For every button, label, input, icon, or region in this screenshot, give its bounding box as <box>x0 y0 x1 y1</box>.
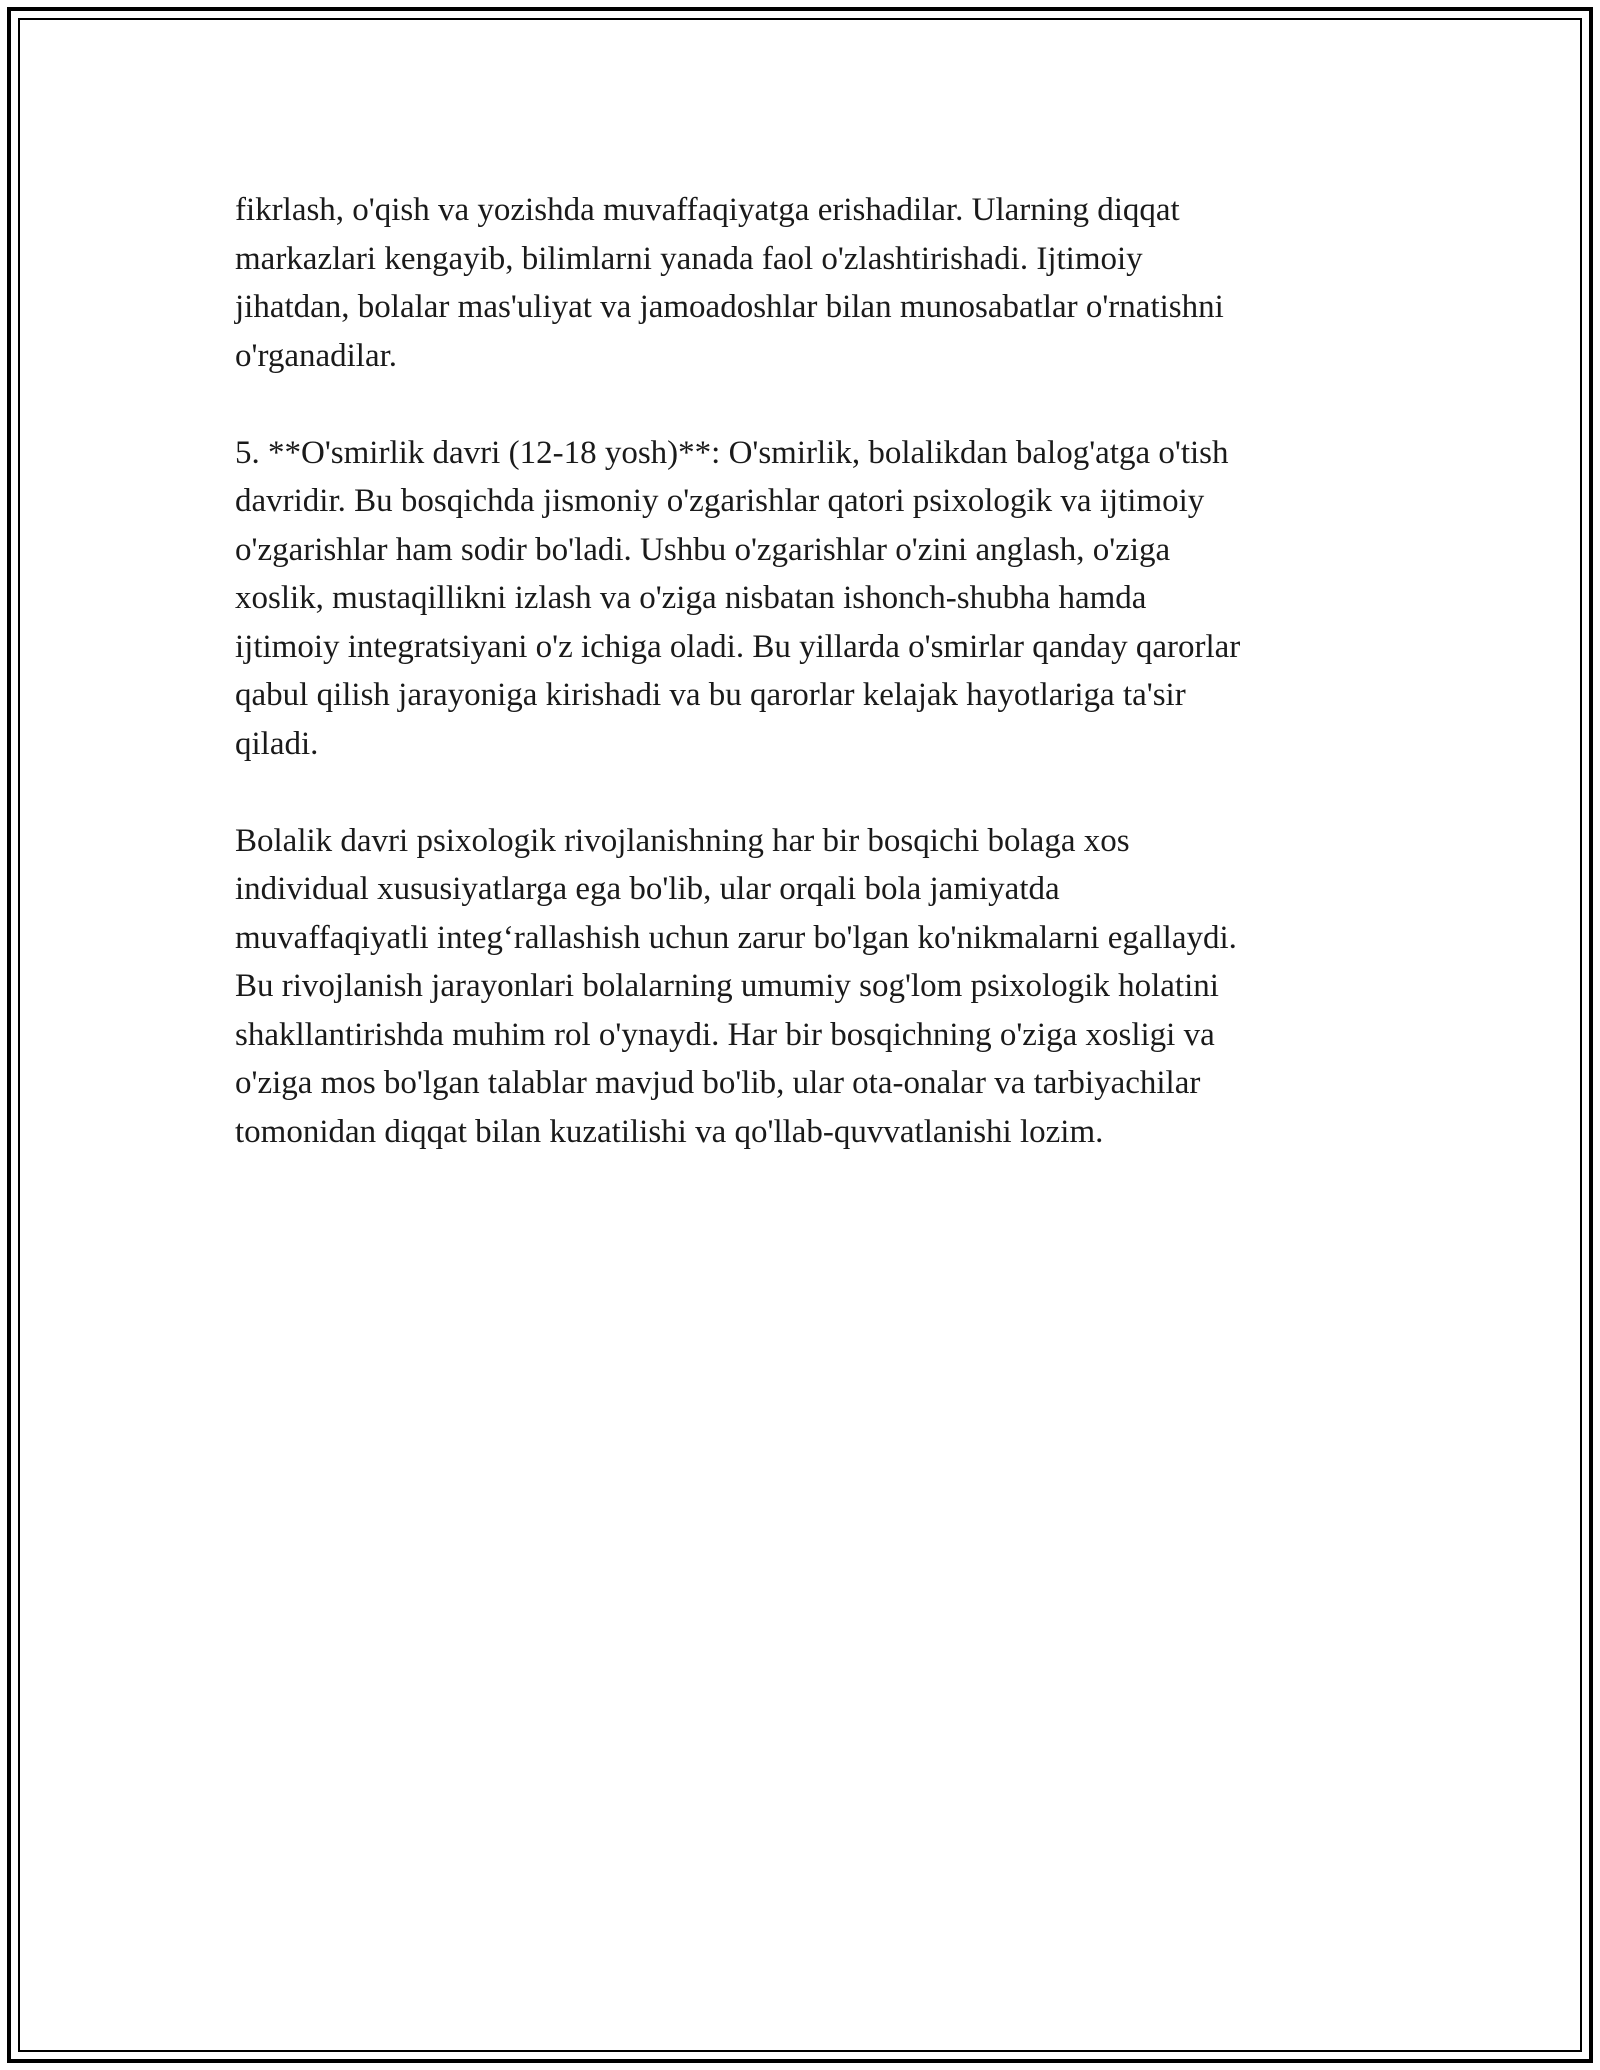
paragraph-adolescence-stage: 5. **O'smirlik davri (12-18 yosh)**: O'smirlik, bolalikdan balog'atga o'tish davridir. Bu bosqichda jismoniy o'zgarishlar qatori psixologik va ijtimoiy o'zgarishlar ham sodir bo'ladi. Ushbu o'zgarishlar o'zini anglash, o'ziga xoslik, mustaqillikni izlash va o'ziga nisbatan ishonch-shubha hamda ijtimoiy integratsiyani o'z ichiga oladi. Bu yillarda o'smirlar qanday qarorlar qabul qilish jarayoniga kirishadi va bu qarorlar kelajak hayotlariga ta'sir qiladi. <box>235 434 1241 762</box>
document-body <box>235 186 1375 1205</box>
paragraph-learning-success: fikrlash, o'qish va yozishda muvaffaqiyatga erishadilar. Ularning diqqat markazlari kengayib, bilimlarni yanada faol o'zlashtirishadi. Ijtimoiy jihatdan, bolalar mas'uliyat va jamoadoshlar bilan munosabatlar o'rnatishni o'rganadilar. <box>235 192 1224 374</box>
paragraph-conclusion: Bolalik davri psixologik rivojlanishning har bir bosqichi bolaga xos individual xususiyatlarga ega bo'lib, ular orqali bola jamiyatda muvaffaqiyatli integ‘rallashish uchun zarur bo'lgan ko'nikmalarni egallaydi. Bu rivojlanish jarayonlari bolalarning umumiy sog'lom psixologik holatini shakllantirishda muhim rol o'ynaydi. Har bir bosqichning o'ziga xosligi va o'ziga mos bo'lgan talablar mavjud bo'lib, ular ota-onalar va tarbiyachilar tomonidan diqqat bilan kuzatilishi va qo'llab-quvvatlanishi lozim. <box>235 822 1237 1150</box>
